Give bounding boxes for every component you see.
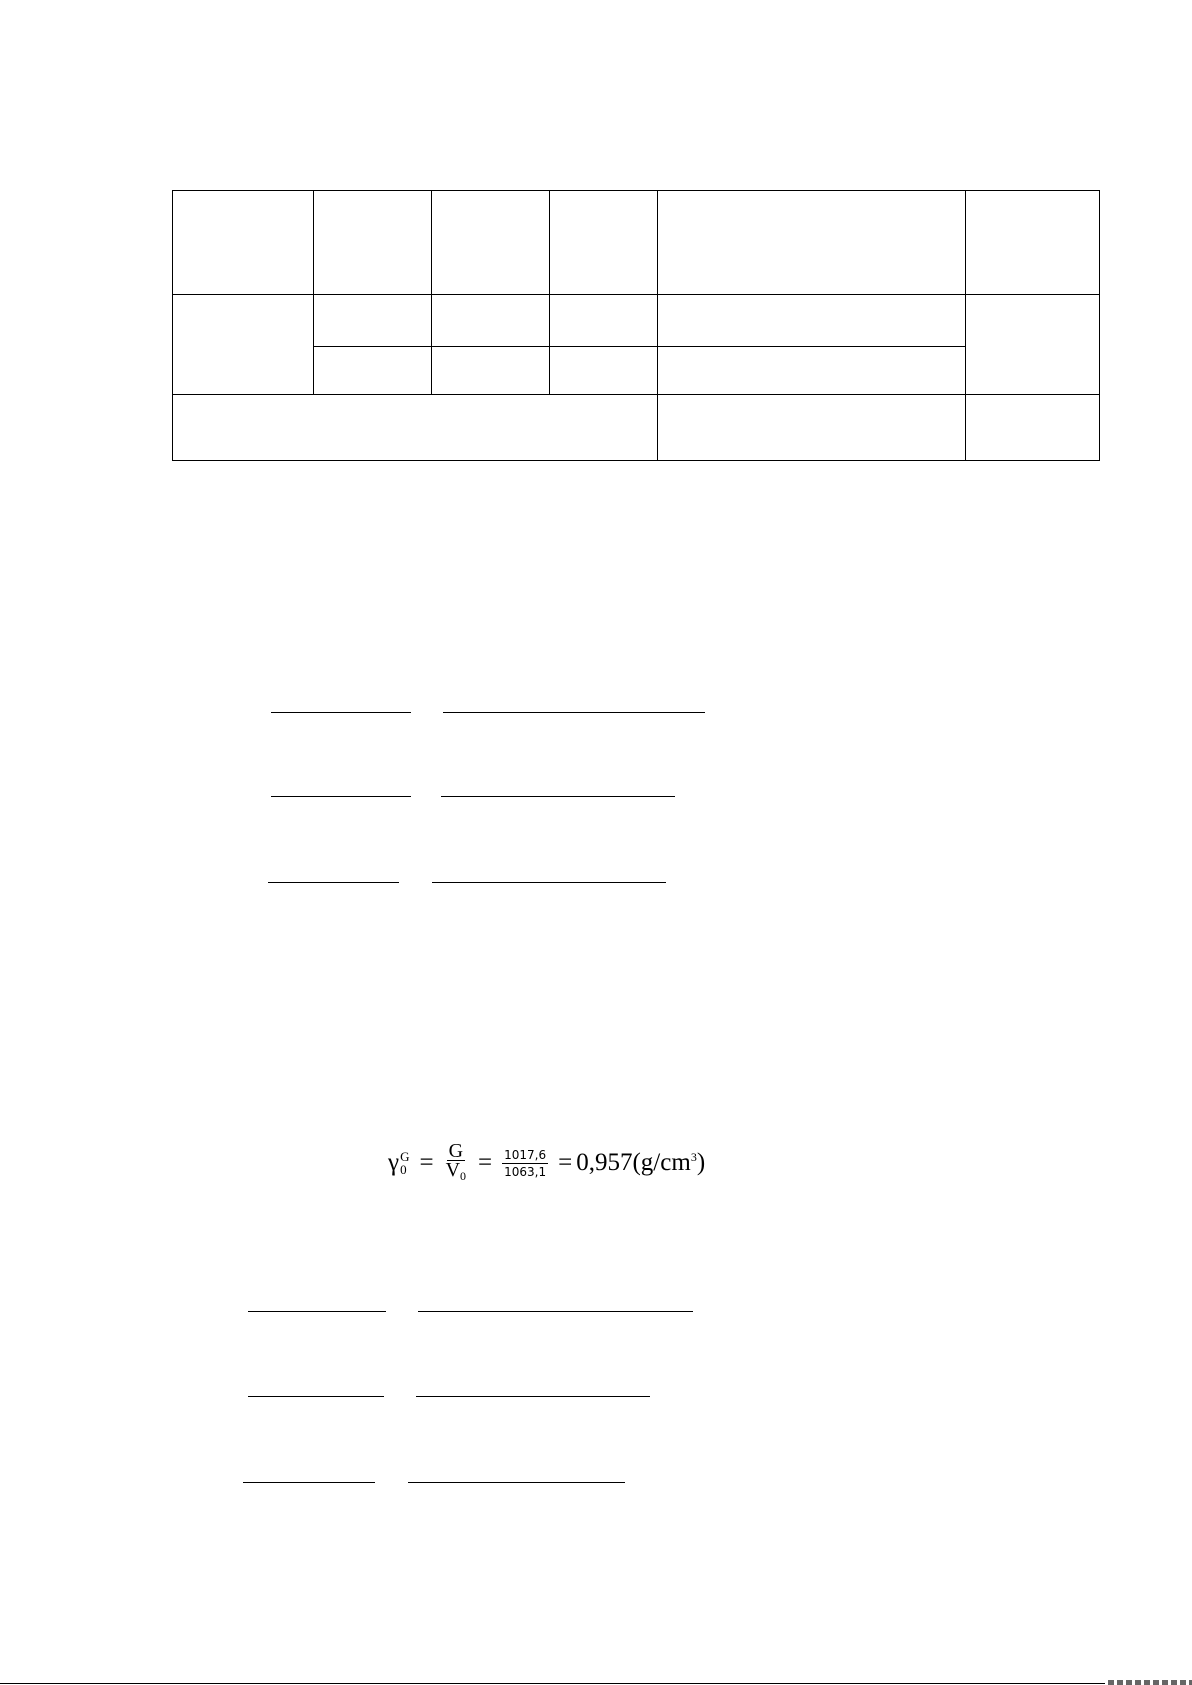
density-formula (388, 1138, 705, 1188)
formula-result: 0,957 (576, 1149, 633, 1176)
table-summary-label (173, 395, 658, 461)
table-header-cell (432, 191, 550, 295)
data-table (172, 190, 1100, 461)
table-row (173, 295, 1100, 347)
blank-line (268, 882, 399, 883)
blank-line (248, 1311, 386, 1312)
formula-symbol-indices (400, 1150, 409, 1176)
blank-line (441, 796, 675, 797)
equals-sign: = (478, 1149, 493, 1176)
fraction-denominator-base: V (445, 1158, 461, 1181)
fraction-values (502, 1147, 548, 1180)
table-summary-row (173, 395, 1100, 461)
formula-symbol-sup: G (400, 1149, 410, 1164)
footer-rule (0, 1683, 1105, 1684)
fraction-numerator: 1017,6 (504, 1147, 547, 1162)
blank-line (243, 1482, 375, 1483)
equals-sign: = (558, 1149, 573, 1176)
table-header-row (173, 191, 1100, 295)
formula-unit-prefix: (g/cm (632, 1149, 691, 1176)
table-cell (432, 347, 550, 395)
fraction-denominator: 1063,1 (504, 1164, 547, 1179)
blank-line (271, 712, 411, 713)
blank-line (418, 1311, 693, 1312)
table-header-cell (173, 191, 314, 295)
table-cell (658, 347, 966, 395)
formula-unit (632, 1149, 705, 1177)
blank-line (416, 1396, 650, 1397)
table-summary-cell (658, 395, 966, 461)
footer-dashes (1108, 1680, 1192, 1685)
table-header-cell (658, 191, 966, 295)
table-header-cell (314, 191, 432, 295)
table-header-cell (966, 191, 1100, 295)
fraction-denominator-sub: 0 (460, 1168, 467, 1183)
table-cell (550, 347, 658, 395)
blank-line (432, 882, 666, 883)
formula-symbol-sub: 0 (400, 1162, 407, 1177)
table-cell-merged (966, 295, 1100, 395)
table-cell (658, 295, 966, 347)
fraction-g-over-v (444, 1139, 468, 1185)
table-cell (432, 295, 550, 347)
formula-unit-suffix: ) (696, 1149, 706, 1176)
blank-line (271, 796, 411, 797)
table-summary-cell (966, 395, 1100, 461)
blank-line (408, 1482, 625, 1483)
formula-symbol: γ (388, 1149, 400, 1176)
table-cell-sample (173, 295, 314, 395)
fraction-denominator (444, 1158, 468, 1185)
equals-sign: = (419, 1149, 434, 1176)
table-cell (314, 295, 432, 347)
table-cell (314, 347, 432, 395)
blank-line (248, 1396, 384, 1397)
fraction-numerator: G (448, 1139, 464, 1162)
table-header-cell (550, 191, 658, 295)
blank-line (443, 712, 705, 713)
formula-unit-sup: 3 (690, 1150, 697, 1164)
table-cell (550, 295, 658, 347)
